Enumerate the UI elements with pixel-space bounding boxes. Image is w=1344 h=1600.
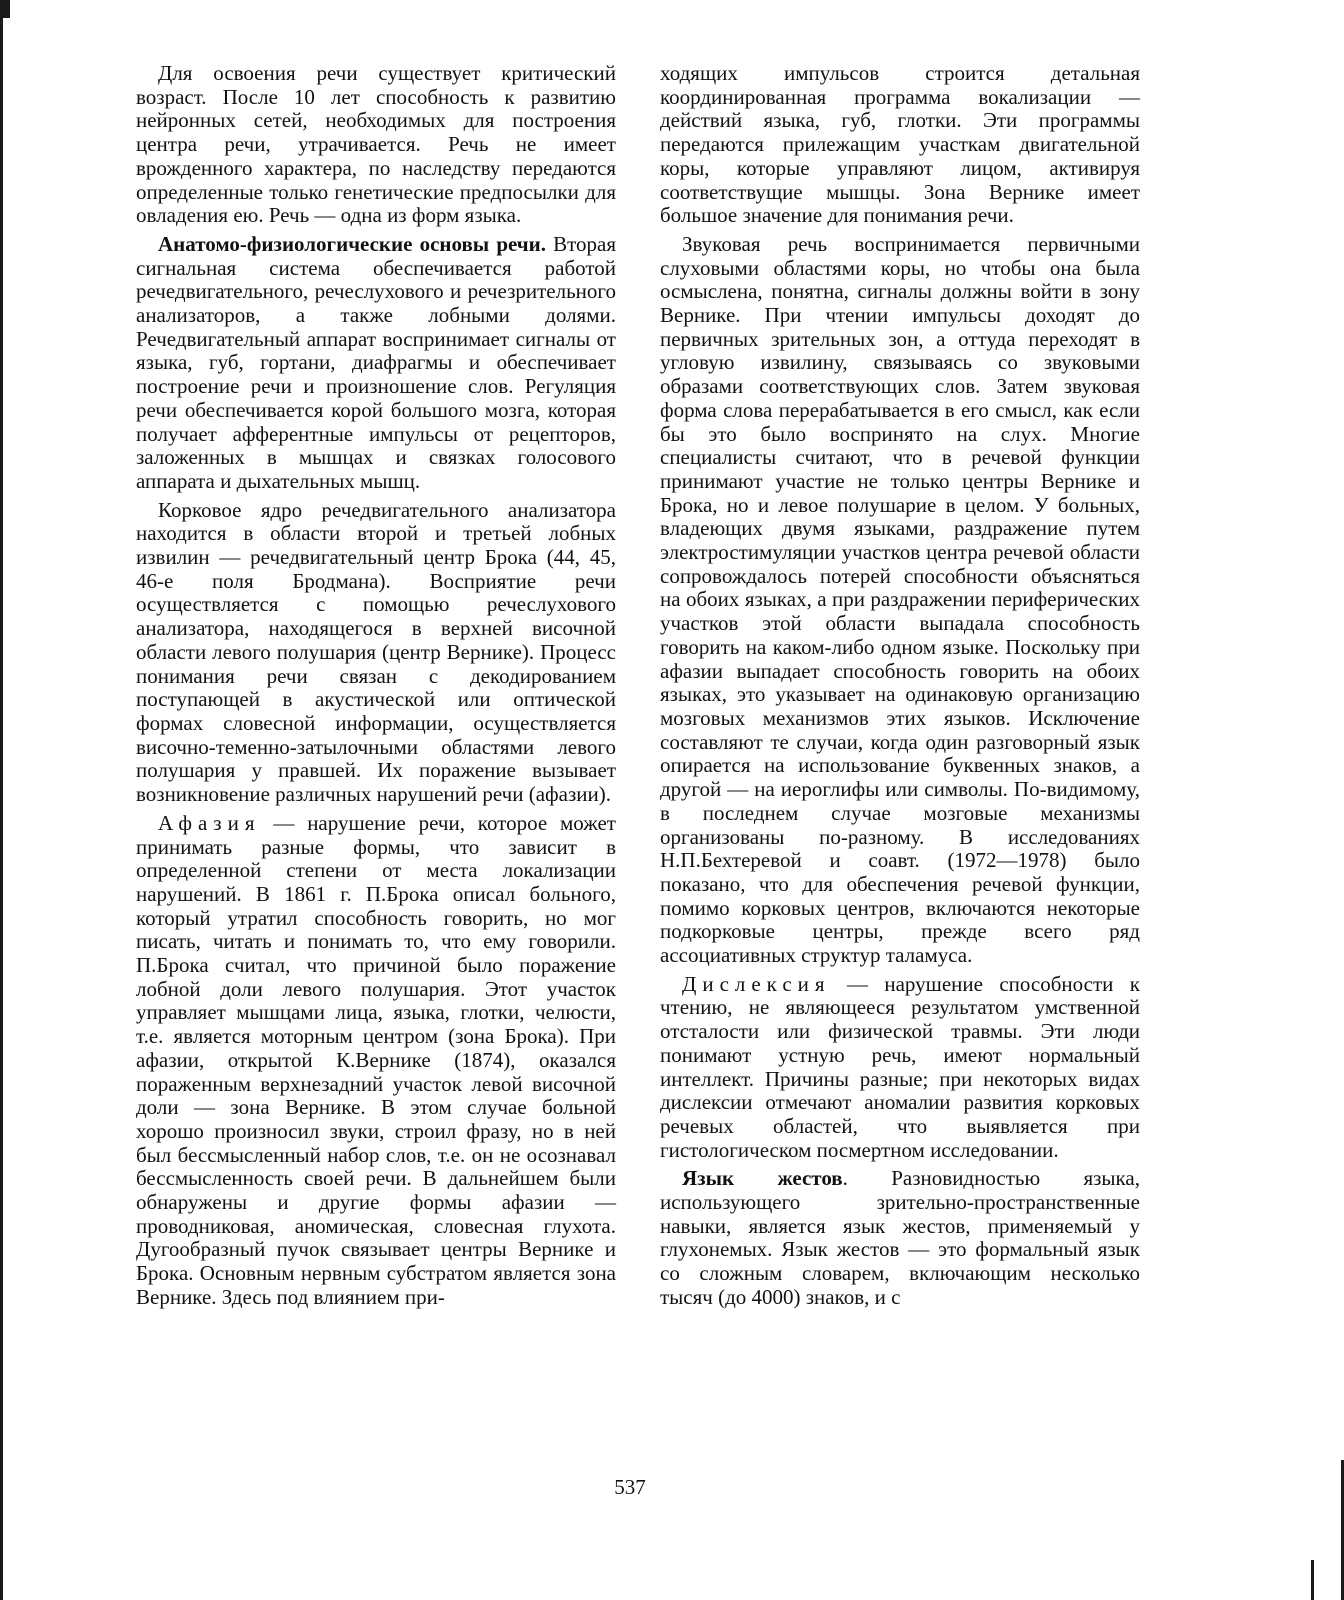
- term-dyslexia: Дислексия: [682, 971, 831, 996]
- paragraph-sign-language: [660, 1167, 1140, 1309]
- paragraph-dyslexia-text: — нарушение способности к чтению, не являющееся результатом умственной отсталости или физической травмы. Эти люди понимают устную речь, имеют нормальный интеллект. Причины разные; при некоторых видах дислексии отмечают аномалии развития корковых речевых областей, что выявляется при гистологическом посмертном исследовании.: [660, 971, 1140, 1162]
- scan-edge-left: [0, 0, 3, 1600]
- right-column: [660, 62, 1140, 1310]
- paragraph-dyslexia: [660, 973, 1140, 1163]
- paragraph-anatomy-text: Вторая сигнальная система обеспечивается работой речедвигательного, речеслухового и речезрительного анализаторов, а также лобными долями. Речедвигательный аппарат воспринимает сигналы от языка, губ, гортани, диафрагмы и обеспечивает построение речи и произношение слов. Регуляция речи обеспечивается корой большого мозга, которая получает афферентные импульсы от рецепторов, заложенных в мышцах и связках голосового аппарата и дыхательных мышц.: [136, 231, 616, 493]
- scan-edge-mark-top-left: [0, 0, 10, 18]
- page-number: 537: [614, 1475, 646, 1499]
- term-aphasia: Афазия: [158, 810, 261, 835]
- paragraph-anatomy-physiology: [136, 233, 616, 494]
- paragraph-sound-speech: Звуковая речь воспринимается первичными слуховыми областями коры, но чтобы она была осмыслена, понятна, сигналы должны войти в зону Вернике. При чтении импульсы доходят до первичных зрительных зон, а оттуда переходят в угловую извилину, связываясь со звуковыми образами соответствующих слов. Затем звуковая форма слова перерабатывается в его смысл, как если бы это было воспринято на слух. Многие специалисты считают, что в речевой функции принимают участие не только центры Вернике и Брока, но и левое полушарие в целом. У больных, владеющих двумя языками, раздражение путем электростимуляции участков центра речевой области сопровождалось потерей способности объясняться на обоих языках, а при раздражении периферических участков этой области выпадала способность говорить на каком-либо одном языке. Поскольку при афазии выпадает способность говорить на обоих языках, это указывает на одинаковую организацию мозговых механизмов этих языков. Исключение составляют те случаи, когда один разговорный язык опирается на использование буквенных знаков, а другой — на иероглифы или символы. По-видимому, в последнем случае мозговые механизмы организованы по-разному. В исследованиях Н.П.Бехтеревой и соавт. (1972—1978) было показано, что для обеспечения речевой функции, помимо корковых центров, включаются некоторые подкорковые центры, прежде всего ряд ассоциативных структур таламуса.: [660, 231, 1140, 968]
- paragraph-continuation: ходящих импульсов строится детальная координированная программа вокализации — действий языка, губ, глотки. Эти программы передаются прилежащим участкам двигательной коры, которые управляют лицом, активируя соответствущие мышцы. Зона Вернике имеет большое значение для понимания речи.: [660, 61, 1140, 228]
- paragraph-critical-age: Для освоения речи существует критический возраст. После 10 лет способность к развитию нейронных сетей, необходимых для построения центра речи, утрачивается. Речь не имеет врожденного характера, по наследству передаются определенные только генетические предпосылки для овладения ею. Речь — одна из форм языка.: [136, 61, 616, 228]
- left-column: [136, 62, 616, 1310]
- section-heading-anatomy: Анатомо-физиологические основы речи.: [158, 231, 546, 256]
- paragraph-aphasia-text: — нарушение речи, которое может принимать разные формы, что зависит в определенной степени от места локализации нарушений. В 1861 г. П.Брока описал больного, который утратил способность говорить, но мог писать, читать и понимать то, что ему говорили. П.Брока считал, что причиной было поражение лобной доли левого полушария. Этот участок управляет мышцами лица, языка, глотки, челюсти, т.е. является моторным центром (зона Брока). При афазии, открытой К.Вернике (1874), оказался пораженным верхнезадний участок левой височной доли — зона Вернике. В этом случае больной хорошо произносил звуки, строил фразу, но в ней был бессмысленный набор слов, т.е. он не осознавал бессмысленность своей речи. В дальнейшем были обнаружены и другие формы афазии — проводниковая, аномическая, словесная глухота. Дугообразный пучок связывает центры Вернике и Брока. Основным нервным субстратом является зона Вернике. Здесь под влиянием при-: [136, 810, 616, 1309]
- scan-edge-mark-bottom-right: [1311, 1560, 1314, 1600]
- paragraph-aphasia: [136, 812, 616, 1310]
- section-heading-sign-language: Язык жестов: [682, 1166, 843, 1191]
- paragraph-cortical-nucleus: Корковое ядро речедвигательного анализатора находится в области второй и третьей лобных извилин — речедвигательный центр Брока (44, 45, 46-е поля Бродмана). Восприятие речи осуществляется с помощью речеслухового анализатора, находящегося в верхней височной области левого полушария (центр Вернике). Процесс понимания речи связан с декодированием поступающей в акустической или оптической формах словесной информации, осуществляется височно-теменно-затылочными областями левого полушария у правшей. Их поражение вызывает возникновение различных нарушений речи (афазии).: [136, 497, 616, 807]
- paragraph-sign-language-text: . Разновидностью языка, использующего зрительно-пространственные навыки, является язык жестов, применяемый у глухонемых. Язык жестов — это формальный язык со сложным словарем, включающим несколько тысяч (до 4000) знаков, и с: [660, 1166, 1140, 1309]
